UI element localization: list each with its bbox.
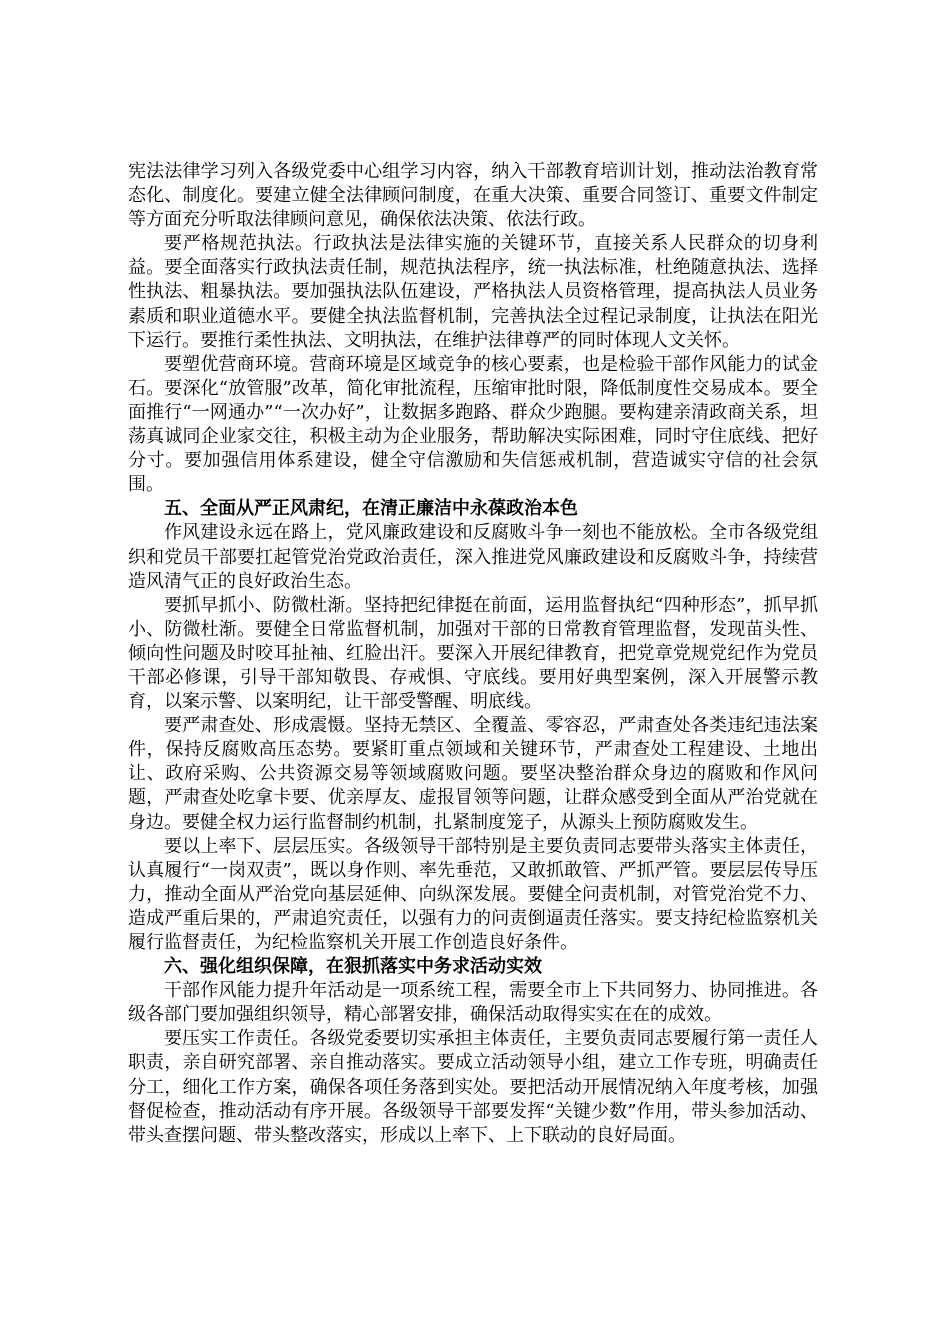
paragraph-strict-investigation: 要严肃查处、形成震慑。坚持无禁区、全覆盖、零容忍，严肃查处各类违纪违法案件，保持反腐败高压态势。要紧盯重点领域和关键环节，严肃查处工程建设、土地出让、政府采购、公共资源交易等领域腐败问题。要坚决整治群众身边的腐败和作风问题，严肃查处吃拿卡要、优亲厚友、虚报冒领等问题，让群众感受到全面从严治党就在身边。要健全权力运行监督制约机制，扎紧制度笼子，从源头上预防腐败发生。 xyxy=(128,715,818,833)
section-heading-5: 五、全面从严正风肃纪，在清正廉洁中永葆政治本色 xyxy=(164,498,578,520)
paragraph-leadership-example: 要以上率下、层层压实。各级领导干部特别是主要负责同志要带头落实主体责任，认真履行“一岗双责”，既以身作则、率先垂范，又敢抓敢管、严抓严管。要层层传导压力，推动全面从严治党向基层延伸、向纵深发展。要健全问责机制，对管党治党不力、造成严重后果的，严肃追究责任，以强有力的问责倒逼责任落实。要支持纪检监察机关履行监督责任，为纪检监察机关开展工作创造良好条件。 xyxy=(128,835,818,953)
paragraph-early-prevention: 要抓早抓小、防微杜渐。坚持把纪律挺在前面，运用监督执纪“四种形态”，抓早抓小、防微杜渐。要健全日常监督机制，加强对干部的日常教育管理监督，发现苗头性、倾向性问题及时咬耳扯袖、红脸出汗。要深入开展纪律教育，把党章党规党纪作为党员干部必修课，引导干部知敬畏、存戒惧、守底线。要用好典型案例，深入开展警示教育，以案示警、以案明纪，让干部受警醒、明底线。 xyxy=(128,594,818,713)
paragraph-work-responsibility: 要压实工作责任。各级党委要切实承担主体责任，主要负责同志要履行第一责任人职责，亲自研究部署、亲自推动落实。要成立活动领导小组，建立工作专班，明确责任分工，细化工作方案，确保各项任务落到实处。要把活动开展情况纳入年度考核，加强督促检查，推动活动有序开展。各级领导干部要发挥“关键少数”作用，带头参加活动、带头查摆问题、带头整改落实，形成以上率下、上下联动的良好局面。 xyxy=(128,1028,818,1146)
paragraph-section-6-intro: 干部作风能力提升年活动是一项系统工程，需要全市上下共同努力、协同推进。各级各部门要加强组织领导，精心部署安排，确保活动取得实实在在的成效。 xyxy=(128,980,818,1026)
document-page xyxy=(128,160,818,1148)
paragraph-continued: 宪法法律学习列入各级党委中心组学习内容，纳入干部教育培训计划，推动法治教育常态化、制度化。要建立健全法律顾问制度，在重大决策、重要合同签订、重要文件制定等方面充分听取法律顾问意见，确保依法决策、依法行政。 xyxy=(128,161,818,231)
paragraph-business-environment: 要塑优营商环境。营商环境是区域竞争的核心要素，也是检验干部作风能力的试金石。要深化“放管服”改革，简化审批流程，压缩审批时限，降低制度性交易成本。要全面推行“一网通办”“一次办好”，让数据多跑路、群众少跑腿。要构建亲清政商关系，坦荡真诚同企业家交往，积极主动为企业服务，帮助解决实际困难，同时守住底线、把好分寸。要加强信用体系建设，健全守信激励和失信惩戒机制，营造诚实守信的社会氛围。 xyxy=(128,353,818,496)
paragraph-law-enforcement: 要严格规范执法。行政执法是法律实施的关键环节，直接关系人民群众的切身利益。要全面落实行政执法责任制，规范执法程序，统一执法标准，杜绝随意执法、选择性执法、粗暴执法。要加强执法队伍建设，严格执法人员资格管理，提高执法人员业务素质和职业道德水平。要健全执法监督机制，完善执法全过程记录制度，让执法在阳光下运行。要推行柔性执法、文明执法，在维护法律尊严的同时体现人文关怀。 xyxy=(128,233,818,351)
paragraph-section-5-intro: 作风建设永远在路上，党风廉政建设和反腐败斗争一刻也不能放松。全市各级党组织和党员干部要扛起管党治党政治责任，深入推进党风廉政建设和反腐败斗争，持续营造风清气正的良好政治生态。 xyxy=(128,522,818,592)
section-heading-6: 六、强化组织保障，在狠抓落实中务求活动实效 xyxy=(164,956,542,978)
